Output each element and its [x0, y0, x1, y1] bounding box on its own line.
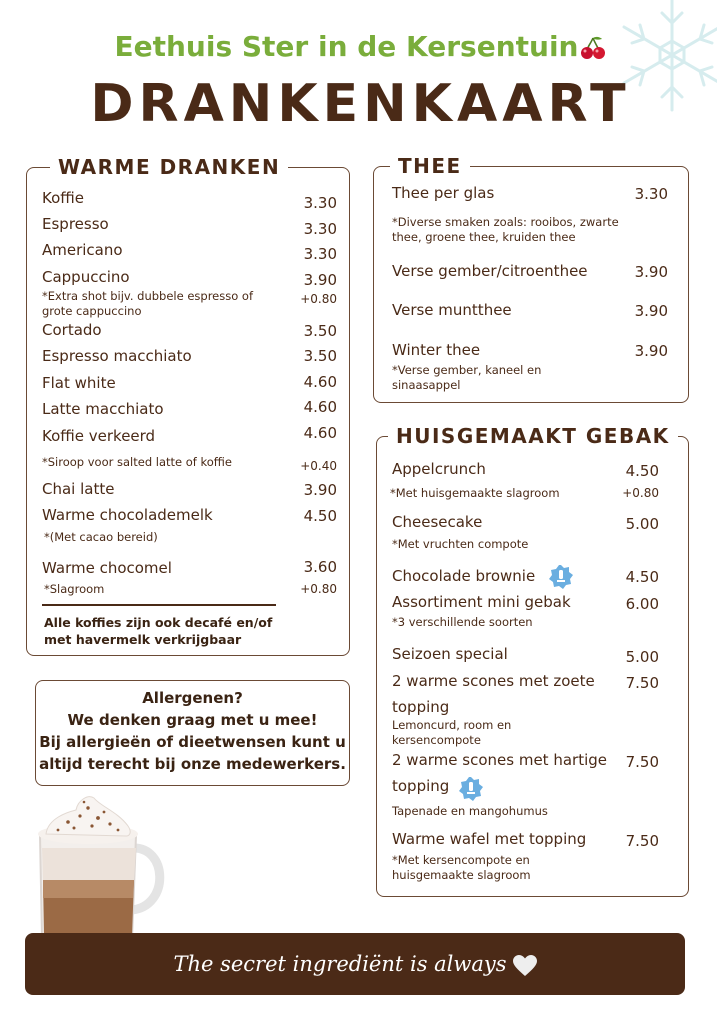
menu-item-price: 5.00 — [625, 648, 659, 666]
gluten-free-badge-icon — [549, 565, 573, 589]
page-title: DRANKENKAART — [90, 74, 631, 134]
menu-item-name-continued: topping — [392, 777, 450, 795]
menu-item-name: Warme chocolademelk — [42, 506, 213, 524]
menu-item-note: *Verse gember, kaneel en sinaasappel — [392, 363, 542, 392]
menu-item-name: Cappuccino — [42, 268, 130, 286]
gebak-section — [376, 436, 689, 897]
menu-item-price: 4.60 — [303, 373, 337, 391]
menu-item-price: 4.50 — [625, 568, 659, 586]
gebak-heading: HUISGEMAAKT GEBAK — [388, 424, 678, 448]
allergy-notice — [35, 680, 350, 786]
menu-item-name: Verse gember/citroenthee — [392, 262, 588, 280]
menu-item-price: 3.30 — [303, 245, 337, 263]
menu-item-name: Espresso — [42, 215, 109, 233]
menu-item-name: Americano — [42, 241, 123, 259]
menu-item-name: Assortiment mini gebak — [392, 593, 571, 611]
menu-item-price: 3.90 — [303, 271, 337, 289]
menu-item-extra-price: +0.80 — [622, 486, 659, 500]
menu-item-price: 4.60 — [303, 424, 337, 442]
allergy-line: Bij allergieën of dieetwensen kunt u — [39, 733, 346, 751]
menu-item-price: 7.50 — [625, 674, 659, 692]
menu-item-name: 2 warme scones met hartige — [392, 751, 607, 769]
menu-item-name: Appelcrunch — [392, 460, 486, 478]
menu-item-note: Lemoncurd, room en kersencompote — [392, 718, 512, 747]
menu-item-price: 7.50 — [625, 753, 659, 771]
menu-item-price: 3.60 — [303, 558, 337, 576]
menu-item-note: *3 verschillende soorten — [392, 615, 533, 629]
menu-item-price: 3.90 — [634, 302, 668, 320]
warme-dranken-heading: WARME DRANKEN — [50, 155, 288, 179]
menu-item-note: Tapenade en mangohumus — [392, 804, 548, 818]
menu-item-name: Seizoen special — [392, 645, 508, 663]
thee-heading: THEE — [390, 154, 470, 178]
menu-item-price: 3.30 — [303, 194, 337, 212]
menu-item-price: 3.30 — [634, 185, 668, 203]
menu-item-note: *Slagroom — [44, 582, 105, 596]
menu-item-price: 3.90 — [634, 263, 668, 281]
menu-item-name: Thee per glas — [392, 184, 495, 202]
allergy-line: We denken graag met u mee! — [67, 711, 318, 729]
brand-name: Eethuis Ster in de Kersentuin — [0, 30, 721, 63]
menu-item-extra-price: +0.80 — [300, 292, 337, 306]
gluten-free-badge-icon — [459, 777, 483, 801]
menu-item-name: Espresso macchiato — [42, 347, 192, 365]
menu-item-price: 3.90 — [303, 481, 337, 499]
menu-item-price: 4.50 — [625, 462, 659, 480]
menu-item-price: 5.00 — [625, 515, 659, 533]
heart-icon — [513, 955, 537, 977]
menu-item-note: *Met huisgemaakte slagroom — [390, 486, 560, 500]
menu-item-price: 3.50 — [303, 322, 337, 340]
menu-item-name: Chai latte — [42, 480, 115, 498]
allergy-line: altijd terecht bij onze medewerkers. — [39, 755, 346, 773]
menu-item-price: 3.90 — [634, 342, 668, 360]
menu-item-price: 3.50 — [303, 347, 337, 365]
menu-item-note: *Extra shot bijv. dubbele espresso of grote cappuccino — [42, 289, 254, 318]
menu-item-name: Koffie verkeerd — [42, 427, 156, 445]
menu-item-name: Warme wafel met topping — [392, 830, 587, 848]
menu-item-note: *Met kersencompote en huisgemaakte slagroom — [392, 853, 531, 882]
menu-item-price: 3.30 — [303, 220, 337, 238]
menu-item-note: *Met vruchten compote — [392, 537, 529, 551]
menu-item-name: Koffie — [42, 189, 84, 207]
menu-item-name: 2 warme scones met zoete — [392, 672, 595, 690]
menu-item-name: Latte macchiato — [42, 400, 164, 418]
decaf-note: Alle koffies zijn ook decafé en/of met havermelk verkrijgbaar — [44, 615, 273, 647]
menu-item-name-continued: topping — [392, 698, 450, 716]
menu-item-extra-price: +0.40 — [300, 459, 337, 473]
menu-item-price: 4.50 — [303, 507, 337, 525]
menu-item-name: Chocolade brownie — [392, 567, 536, 585]
menu-item-name: Cheesecake — [392, 513, 483, 531]
cherry-icon — [580, 35, 606, 61]
menu-item-note: *Siroop voor salted latte of koffie — [42, 455, 232, 469]
footer-banner — [25, 933, 685, 995]
divider — [42, 604, 276, 606]
menu-item-name: Flat white — [42, 374, 116, 392]
menu-item-name: Winter thee — [392, 341, 481, 359]
menu-item-note: *(Met cacao bereid) — [44, 530, 158, 544]
banner-text: The secret ingrediënt is always — [173, 952, 507, 976]
menu-item-extra-price: +0.80 — [300, 582, 337, 596]
menu-item-name: Warme chocomel — [42, 559, 172, 577]
menu-item-name: Verse muntthee — [392, 301, 512, 319]
menu-item-price: 4.60 — [303, 398, 337, 416]
menu-item-name: Cortado — [42, 321, 102, 339]
menu-item-note: *Diverse smaken zoals: rooibos, zwarte thee, groene thee, kruiden thee — [392, 215, 619, 244]
menu-item-price: 7.50 — [625, 832, 659, 850]
allergy-line: Allergenen? — [142, 689, 243, 707]
menu-item-price: 6.00 — [625, 595, 659, 613]
